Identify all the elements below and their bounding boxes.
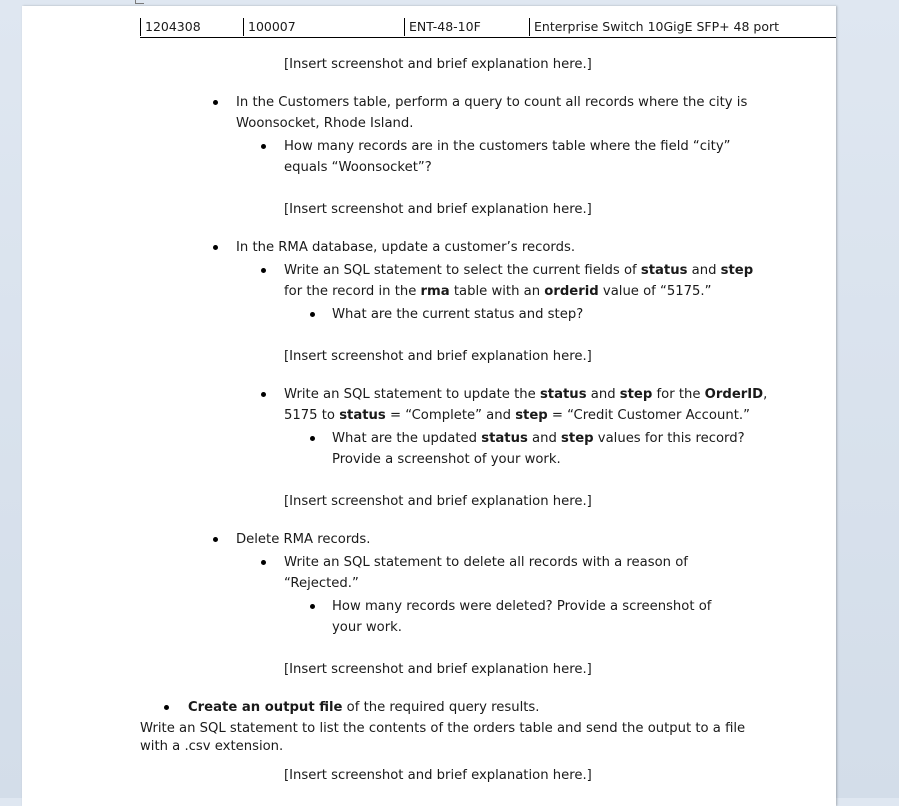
- bullet-icon: [310, 312, 315, 317]
- placeholder-text: [Insert screenshot and brief explanation here.]: [284, 662, 592, 677]
- customers-query-instruction-cont: Woonsocket, Rhode Island.: [236, 116, 414, 131]
- rma-select-instruction-cont: for the record in the rma table with an orderid value of “5175.”: [284, 284, 712, 299]
- delete-intro: Delete RMA records.: [236, 532, 371, 547]
- bullet-icon: [213, 245, 218, 250]
- table-cell-description: Enterprise Switch 10GigE SFP+ 48 port: [529, 18, 779, 36]
- bullet-icon: [261, 268, 266, 273]
- bullet-icon: [261, 144, 266, 149]
- output-file-heading: Create an output file of the required query results.: [188, 700, 540, 715]
- placeholder-text: [Insert screenshot and brief explanation here.]: [284, 349, 592, 364]
- rma-updated-question: What are the updated status and step values for this record?: [332, 431, 745, 446]
- bullet-icon: [310, 604, 315, 609]
- customers-query-instruction: In the Customers table, perform a query to count all records where the city is: [236, 95, 748, 110]
- bullet-icon: [213, 100, 218, 105]
- output-file-instruction: Write an SQL statement to list the contents of the orders table and send the output to a file: [140, 721, 746, 736]
- output-file-instruction-cont: with a .csv extension.: [140, 739, 284, 754]
- table-row: [140, 18, 836, 38]
- placeholder-text: [Insert screenshot and brief explanation here.]: [284, 202, 592, 217]
- customers-question: How many records are in the customers table where the field “city”: [284, 139, 731, 154]
- delete-question: How many records were deleted? Provide a screenshot of: [332, 599, 712, 614]
- text-boundary-mark: [135, 0, 144, 4]
- rma-select-instruction: Write an SQL statement to select the current fields of status and step: [284, 263, 754, 278]
- rma-current-question: What are the current status and step?: [332, 307, 584, 322]
- delete-instruction-cont: “Rejected.”: [284, 576, 359, 591]
- rma-update-instruction: Write an SQL statement to update the status and step for the OrderID,: [284, 387, 768, 402]
- rma-updated-question-cont: Provide a screenshot of your work.: [332, 452, 561, 467]
- customers-question-cont: equals “Woonsocket”?: [284, 160, 432, 175]
- table-cell-customer-id: 100007: [243, 18, 296, 36]
- placeholder-text: [Insert screenshot and brief explanation here.]: [284, 57, 592, 72]
- bullet-icon: [261, 560, 266, 565]
- delete-question-cont: your work.: [332, 620, 402, 635]
- bullet-icon: [261, 392, 266, 397]
- bullet-icon: [164, 705, 169, 710]
- rma-update-intro: In the RMA database, update a customer’s records.: [236, 240, 576, 255]
- table-cell-order-id: 1204308: [140, 18, 201, 36]
- bullet-icon: [310, 436, 315, 441]
- rma-update-instruction-cont: 5175 to status = “Complete” and step = “Credit Customer Account.”: [284, 408, 750, 423]
- table-cell-sku: ENT-48-10F: [404, 18, 481, 36]
- delete-instruction: Write an SQL statement to delete all records with a reason of: [284, 555, 688, 570]
- placeholder-text: [Insert screenshot and brief explanation here.]: [284, 494, 592, 509]
- bullet-icon: [213, 537, 218, 542]
- placeholder-text: [Insert screenshot and brief explanation here.]: [284, 768, 592, 783]
